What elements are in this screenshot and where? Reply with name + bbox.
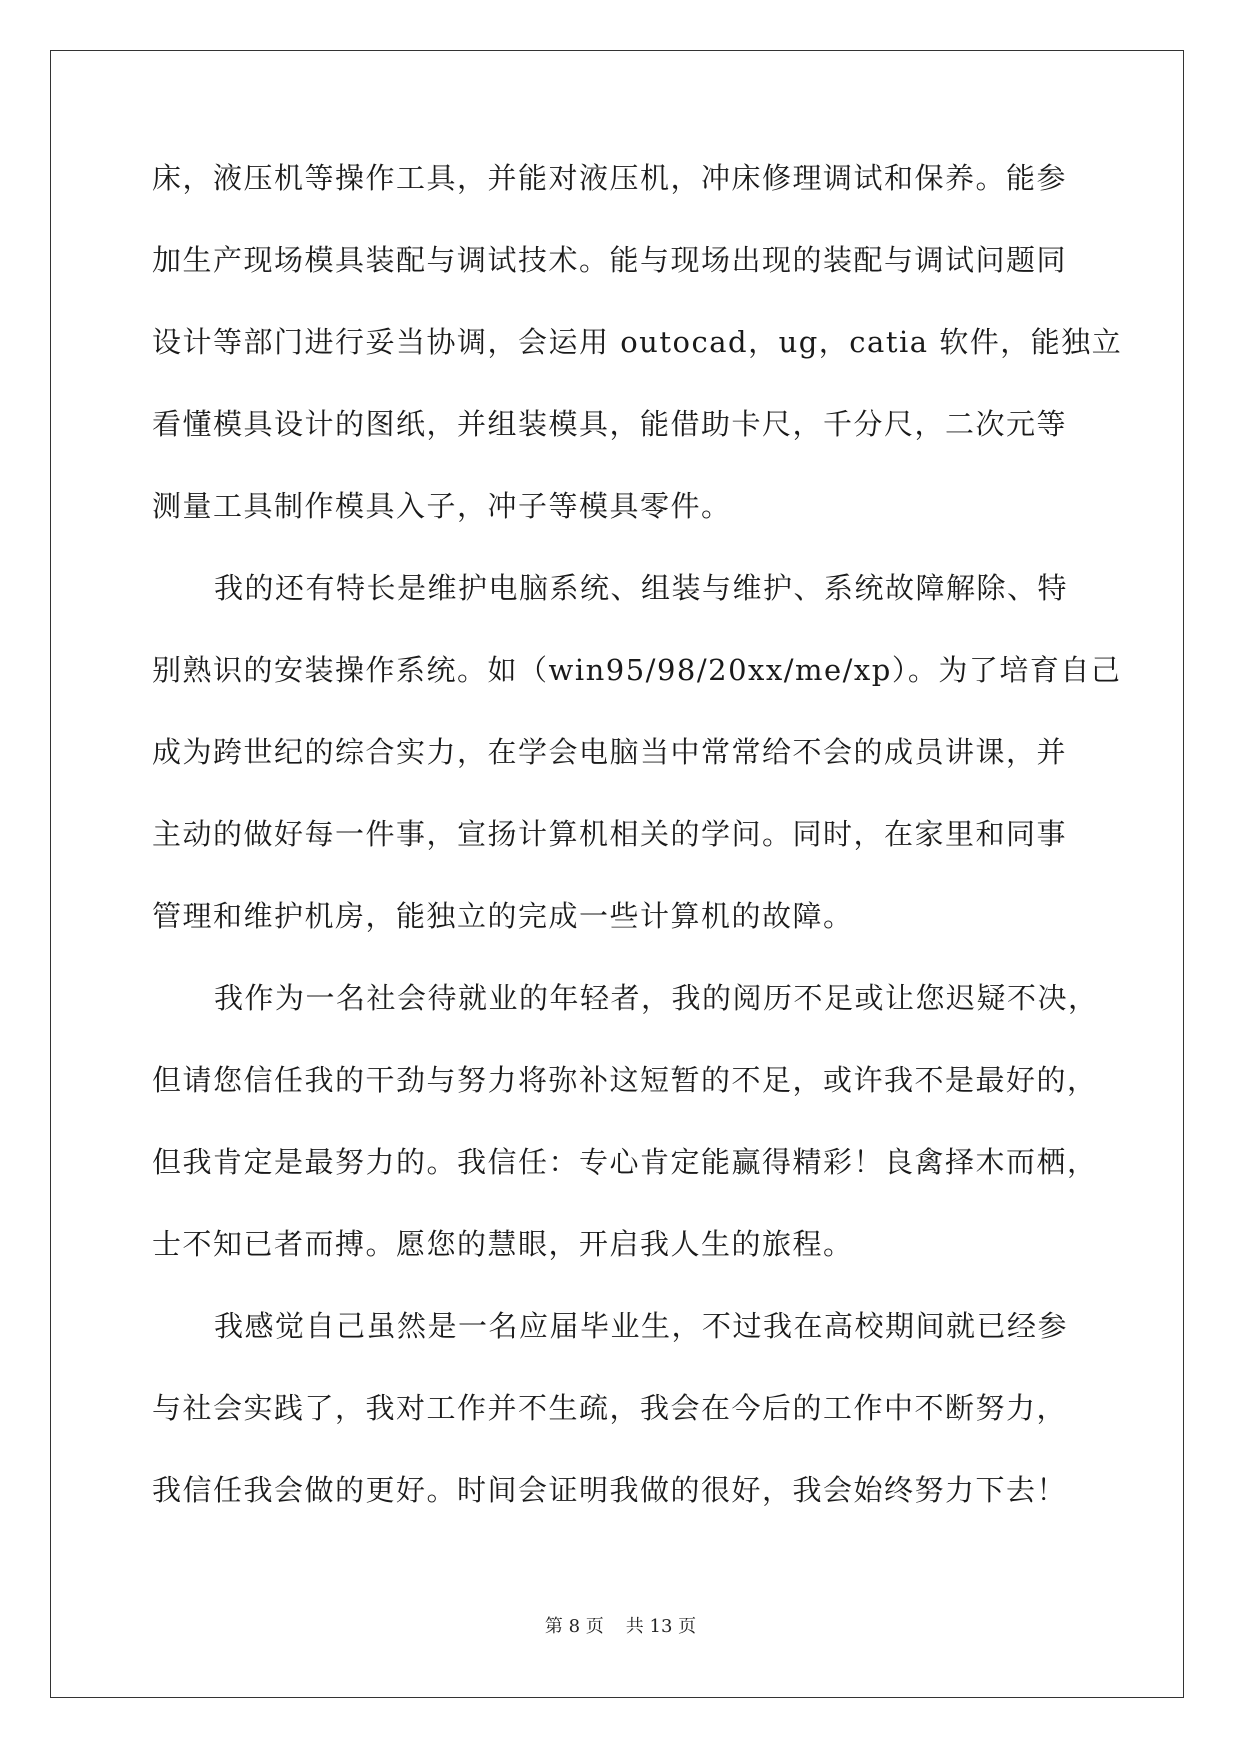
document-body <box>152 158 1123 1552</box>
text-line: 成为跨世纪的综合实力，在学会电脑当中常常给不会的成员讲课，并 <box>152 735 1068 769</box>
text-line: 但请您信任我的干劲与努力将弥补这短暂的不足，或许我不是最好的， <box>152 1063 1098 1097</box>
text-line: 测量工具制作模具入子，冲子等模具零件。 <box>152 489 732 523</box>
text-line: 士不知已者而搏。愿您的慧眼，开启我人生的旅程。 <box>152 1227 854 1261</box>
paragraph-first-line: 我作为一名社会待就业的年轻者，我的阅历不足或让您迟疑不决， <box>214 981 1099 1015</box>
text-line: 加生产现场模具装配与调试技术。能与现场出现的装配与调试问题同 <box>152 243 1068 277</box>
page-number: 第 8 页 <box>544 1616 604 1637</box>
text-line: 与社会实践了，我对工作并不生疏，我会在今后的工作中不断努力， <box>152 1391 1068 1425</box>
text-line: 主动的做好每一件事，宣扬计算机相关的学问。同时，在家里和同事 <box>152 817 1068 851</box>
paragraph-first-line: 我的还有特长是维护电脑系统、组装与维护、系统故障解除、特 <box>214 571 1069 605</box>
text-line: 别熟识的安装操作系统。如（win95/98/20xx/me/xp）。为了培育自己 <box>152 653 1122 687</box>
paragraph-first-line: 我感觉自己虽然是一名应届毕业生，不过我在高校期间就已经参 <box>214 1309 1069 1343</box>
page-total: 共 13 页 <box>625 1616 697 1637</box>
text-line: 设计等部门进行妥当协调，会运用 outocad，ug，catia 软件，能独立 <box>152 325 1123 359</box>
text-line: 管理和维护机房，能独立的完成一些计算机的故障。 <box>152 899 854 933</box>
text-line: 我信任我会做的更好。时间会证明我做的很好，我会始终努力下去！ <box>152 1473 1068 1507</box>
text-line: 床，液压机等操作工具，并能对液压机，冲床修理调试和保养。能参 <box>152 161 1068 195</box>
page-footer <box>0 1612 1241 1638</box>
text-line: 但我肯定是最努力的。我信任：专心肯定能赢得精彩！良禽择木而栖， <box>152 1145 1098 1179</box>
text-line: 看懂模具设计的图纸，并组装模具，能借助卡尺，千分尺，二次元等 <box>152 407 1068 441</box>
